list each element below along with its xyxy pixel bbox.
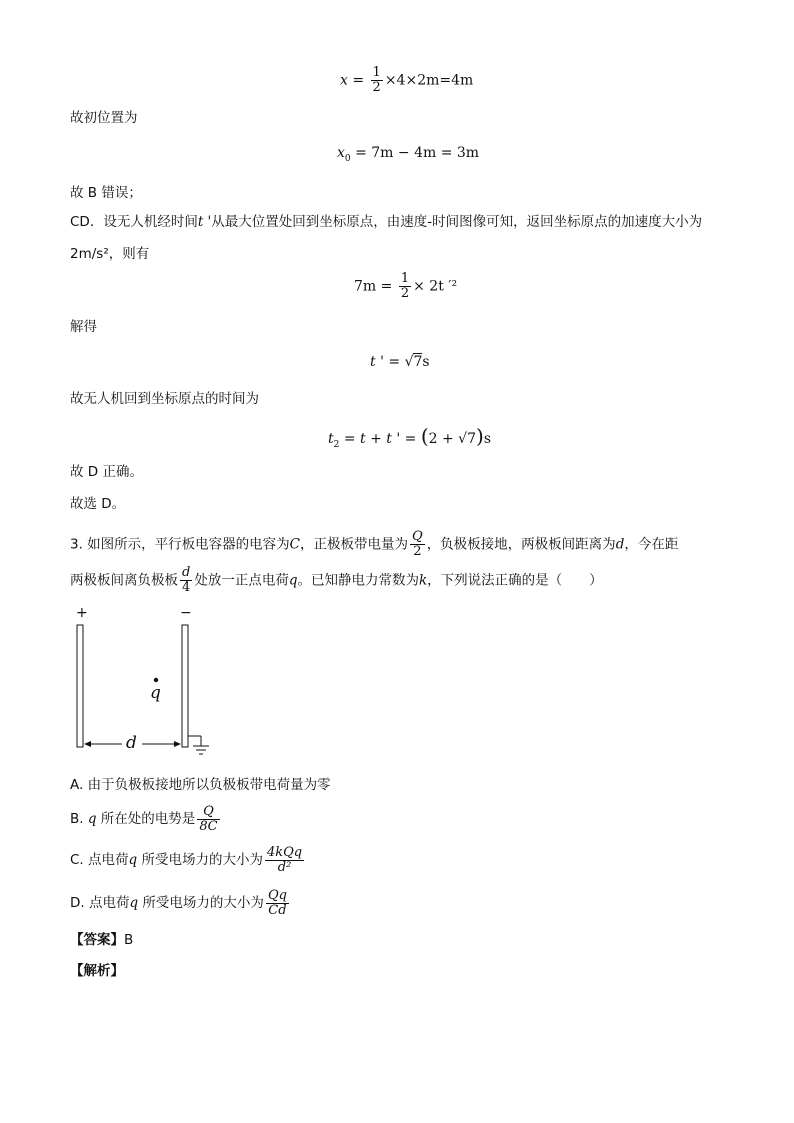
equation-7m: 7m = $\frac{1}{2}$ × 2t ′²: [354, 271, 458, 301]
fraction-half-2: $\frac{1}{2}$: [400, 271, 410, 301]
option-d[interactable]: D. 点电荷q 所受电场力的大小为 $\frac{Qq}{Cd}$: [70, 887, 287, 918]
capacitor-figure: [70, 605, 220, 765]
fraction-half: $\frac{1}{2}$: [372, 65, 381, 95]
question-3-line1: 3. 如图所示，平行板电容器的电容为C，正极板带电量为 $\frac{Q}{2}$ ，负极板接地，两极板间距离为d，今在距: [70, 529, 679, 559]
plus-sign: +: [76, 605, 88, 621]
fraction-q-over-8c: $\frac{Q}{8C}$: [199, 803, 218, 834]
question-3-line2: 两极板间离负极板 $\frac{d}{4}$ 处放一正点电荷q。已知静电力常数为k，下列说法正确的是（ ）: [70, 565, 603, 595]
positive-plate: [77, 625, 83, 747]
minus-sign: −: [180, 605, 192, 621]
text-return-time: 故无人机回到坐标原点的时间为: [70, 391, 259, 407]
option-b[interactable]: B. q 所在处的电势是 $\frac{Q}{8C}$: [70, 803, 218, 834]
text-cd-line2: 2m/s²，则有: [70, 246, 150, 262]
answer-label: 【答案】: [70, 932, 124, 948]
charge-dot: [154, 678, 158, 682]
text-choose-d: 故选 D。: [70, 496, 126, 512]
answer-value: B: [124, 932, 134, 948]
equation-t2: $t_2 = t + t$ ' = (2 + √7)s: [328, 424, 492, 450]
equation-displacement: x = $\frac{1}{2}$ ×4×2m=4m: [340, 65, 474, 95]
distance-label: d: [126, 733, 137, 753]
text-b-wrong: 故 B 错误；: [70, 185, 142, 201]
fraction-4kqq-over-d2: $\frac{\text{4kQq}}{\text{d²}}$: [266, 844, 303, 875]
negative-plate: [182, 625, 188, 747]
analysis-label: 【解析】: [70, 963, 124, 979]
text-initial-position: 故初位置为: [70, 110, 138, 126]
option-a[interactable]: A. 由于负极板接地所以负极板带电荷量为零: [70, 777, 331, 793]
var-x: x: [340, 72, 348, 89]
option-c[interactable]: C. 点电荷q 所受电场力的大小为 $\frac{\text{4kQq}}{\text{d²}}$: [70, 844, 303, 875]
text-d-correct: 故 D 正确。: [70, 464, 143, 480]
text-solve: 解得: [70, 319, 97, 335]
equation-tprime: t ' = √7s: [370, 354, 430, 370]
answer-line: [70, 930, 133, 950]
fraction-qq-over-cd: $\frac{Qq}{Cd}$: [267, 887, 287, 918]
charge-label: q: [150, 683, 161, 703]
text-cd-line1: CD．设无人机经时间t '从最大位置处回到坐标原点，由速度-时间图像可知，返回坐标原点的加速度大小为: [70, 214, 703, 230]
fraction-q-over-2: $\frac{Q}{2}$: [412, 529, 423, 559]
fraction-d-over-4: $\frac{d}{4}$: [182, 565, 191, 595]
eq-rest: ×4×2m=4m: [384, 72, 474, 89]
capacitor-diagram: [70, 605, 220, 765]
equation-x0: $x_0 = 7m - 4m = 3m$: [337, 145, 480, 164]
